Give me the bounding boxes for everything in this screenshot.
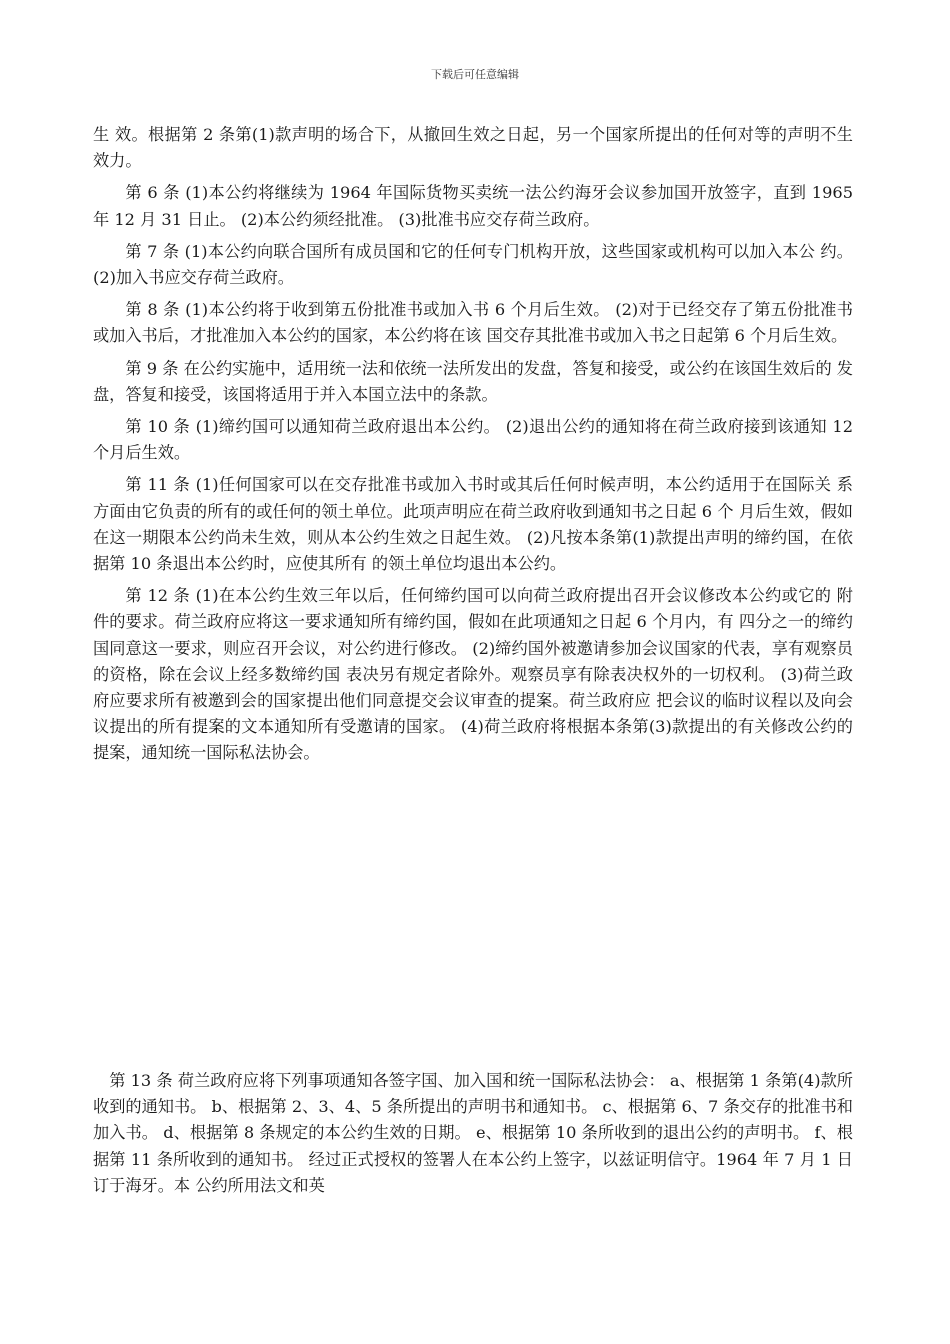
article-10: 第 10 条 (1)缔约国可以通知荷兰政府退出本公约。 (2)退出公约的通知将在荷兰政府接到该通知 12 个月后生效。 <box>93 417 853 463</box>
article-11: 第 11 条 (1)任何国家可以在交存批准书或加入书时或其后任何时候声明，本公约适用于在国际关 系方面由它负责的所有的或任何的领土单位。此项声明应在荷兰政府收到通知书之日起 6 个 月后生效，假如在这一期限本公约尚未生效，则从本公约生效之日起生效。 (2)凡按本条第(1)款提出声明的缔约国，在依据第 10 条退出本公约时，应使其所有 的领土单位均退出本公约。 <box>93 475 853 574</box>
page-header: 下载后可任意编辑 <box>431 68 519 81</box>
article-12: 第 12 条 (1)在本公约生效三年以后，任何缔约国可以向荷兰政府提出召开会议修改本公约或它的 附件的要求。荷兰政府应将这一要求通知所有缔约国，假如在此项通知之日起 6 个月内，有 四分之一的缔约国同意这一要求，则应召开会议，对公约进行修改。 (2)缔约国外被邀请参加会议国家的代表，享有观察员的资格，除在会议上经多数缔约国 表决另有规定者除外。观察员享有除表决权外的一切权利。 (3)荷兰政府应要求所有被邀到会的国家提出他们同意提交会议审查的提案。荷兰政府应 把会议的临时议程以及向会议提出的所有提案的文本通知所有受邀请的国家。 (4)荷兰政府将根据本条第(3)款提出的有关修改公约的提案，通知统一国际私法协会。 <box>93 586 853 763</box>
document-body <box>93 122 853 773</box>
paragraph-continuation: 生 效。根据第 2 条第(1)款声明的场合下，从撤回生效之日起，另一个国家所提出的任何对等的声明不生效力。 <box>93 125 853 171</box>
document-body-continued <box>93 1068 853 1205</box>
article-7: 第 7 条 (1)本公约向联合国所有成员国和它的任何专门机构开放，这些国家或机构可以加入本公 约。 (2)加入书应交存荷兰政府。 <box>93 241 853 288</box>
article-13: 第 13 条 荷兰政府应将下列事项通知各签字国、加入国和统一国际私法协会： a、根据第 1 条第(4)款所收到的通知书。 b、根据第 2、3、4、5 条所提出的声明书和通知书。 c、根据第 6、7 条交存的批准书和加入书。 d、根据第 8 条规定的本公约生效的日期。 e、根据第 10 条所收到的退出公约的声明书。 f、根据第 11 条所收到的通知书。 经过正式授权的签署人在本公约上签字，以兹证明信守。1964 年 7 月 1 日订于海牙。本 公约所用法文和英 <box>93 1071 853 1195</box>
article-9: 第 9 条 在公约实施中，适用统一法和依统一法所发出的发盘，答复和接受，或公约在该国生效后的 发盘，答复和接受，该国将适用于并入本国立法中的条款。 <box>93 358 853 404</box>
article-6: 第 6 条 (1)本公约将继续为 1964 年国际货物买卖统一法公约海牙会议参加国开放签字，直到 1965 年 12 月 31 日止。 (2)本公约须经批准。 (3)批准书应交存荷兰政府。 <box>93 183 853 229</box>
article-8: 第 8 条 (1)本公约将于收到第五份批准书或加入书 6 个月后生效。 (2)对于已经交存了第五份批准书或加入书后，才批准加入本公约的国家，本公约将在该 国交存其批准书或加入书之日起第 6 个月后生效。 <box>93 300 853 346</box>
